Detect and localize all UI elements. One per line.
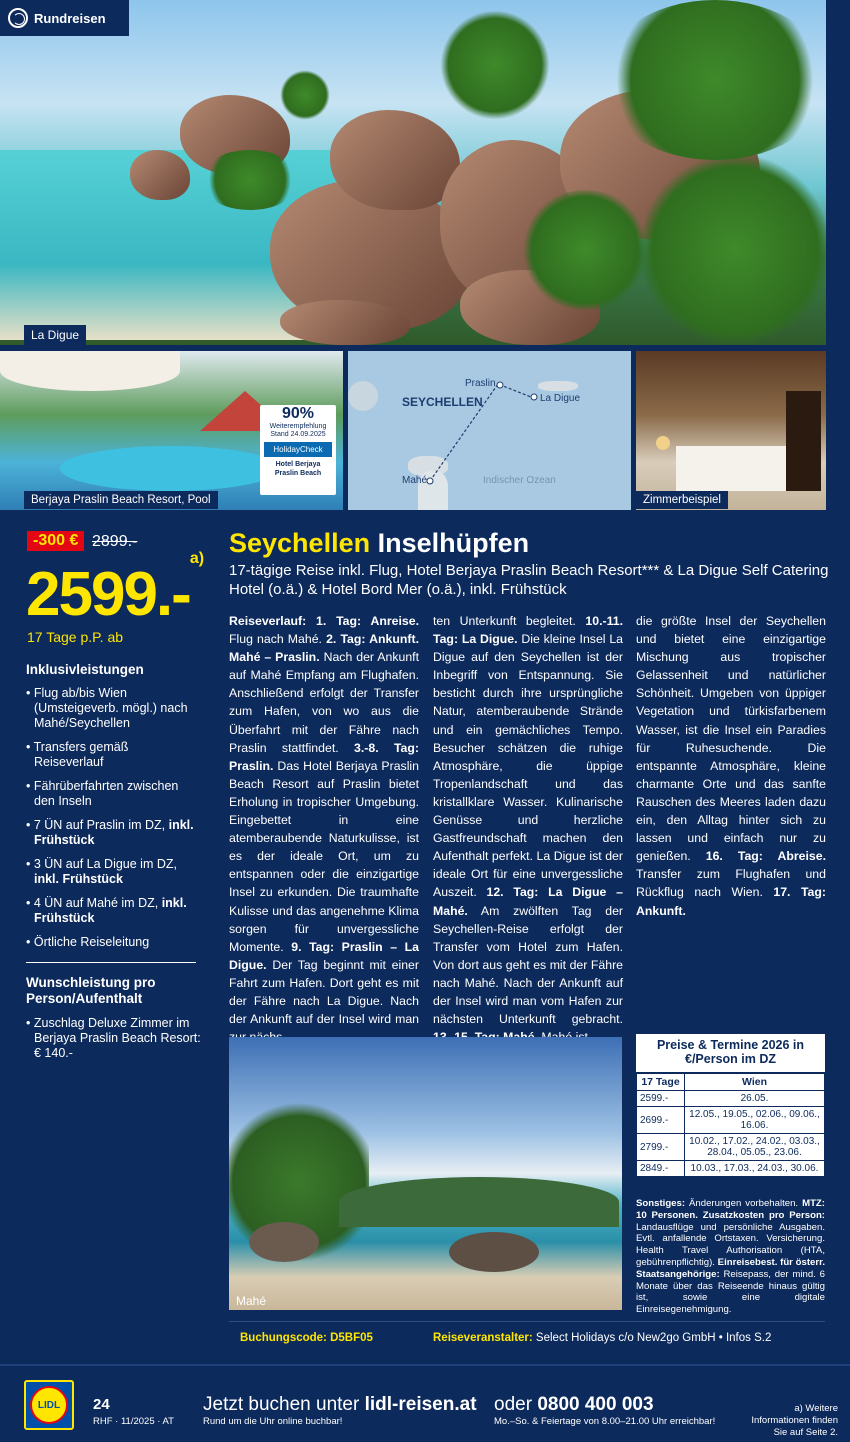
holidaycheck-logo: HolidayCheck — [264, 442, 332, 457]
room-photo-label: Zimmerbeispiel — [636, 491, 728, 509]
table-row: 2799.- 10.02., 17.02., 24.02., 03.03., 28.04., 05.05., 23.06. — [637, 1134, 825, 1161]
table-row: 2849.- 10.03., 17.03., 24.03., 30.06. — [637, 1161, 825, 1177]
inclusive-item: • Flug ab/bis Wien (Umsteigeverb. mögl.) nach Mahé/Seychellen — [26, 686, 201, 731]
itinerary-column-3: die größte Insel der Seychellen und bietet eine einzigartige Mischung aus tropischer Gelassenheit und natürlicher Schönheit. Umgeben von üppiger Vegetation und türkisfarbenem Wasser, ist die Insel ein Paradies für Ruhesuchende. Die entspannte Atmosphäre, kleine charmante Orte und das sanfte Rauschen des Meeres laden dazu ein, den Alltag hinter sich zu lassen und einfach nur zu genießen. 16. Tag: Abreise. Transfer zum Flughafen und Rückflug nach Wien. 17. Tag: Ankunft. — [636, 614, 826, 918]
inclusive-item: • 7 ÜN auf Praslin im DZ, inkl. Frühstück — [26, 818, 201, 848]
table-row: 2699.- 12.05., 19.05., 02.06., 09.06., 16.06. — [637, 1107, 825, 1134]
lidl-logo: LIDL — [24, 1380, 74, 1430]
pool-photo-label: Berjaya Praslin Beach Resort, Pool — [24, 491, 218, 509]
itinerary-column-2: ten Unterkunft begleitet. 10.-11. Tag: La Digue. Die kleine Insel La Digue auf den Seychellen ist der Inbegriff von Entspannung. Sie besticht durch ihre ursprüngliche Natur, atemberaubende Strände und ein gemächliches Tempo. Besucher schätzen die ruhige Atmosphäre, die üppige Tropenlandschaft und das kristallklare Wasser. Kulinarische Genüsse und herzliche Gastfreundschaft machen den Aufenthalt perfekt. La Digue ist der ideale Ort für eine unvergessliche Auszeit. 12. Tag: La Digue – Mahé. Am zwölften Tag der Seychellen-Reise erfolgt der Transfer vom Hotel zum Hafen. Von dort aus geht es mit der Fähre nach Mahé. Nach der Ankunft auf der Insel wird man vom Hafen zur nächsten Unterkunft gebracht. — [433, 614, 623, 1027]
mahe-photo — [229, 1037, 622, 1310]
price-footnote-mark: a) — [189, 550, 205, 568]
wish-heading: Wunschleistung pro Person/Aufenthalt — [26, 975, 156, 1006]
price-table-col-days: 17 Tage — [637, 1074, 685, 1091]
category-label: Rundreisen — [34, 10, 106, 26]
wish-list — [26, 1016, 201, 1070]
inclusive-item: • Transfers gemäß Reiseverlauf — [26, 740, 201, 770]
table-row: 2599.- 26.05. — [637, 1091, 825, 1107]
holidaycheck-percent: 90% — [281, 405, 315, 422]
hero-photo-la-digue — [0, 0, 826, 345]
book-online-line: Jetzt buchen unter lidl-reisen.at — [203, 1394, 477, 1415]
holidaycheck-text: Weiterempfehlung — [269, 423, 327, 430]
map-label-mahe: Mahé — [402, 475, 428, 486]
inclusive-item: • Fährüberfahrten zwischen den Inseln — [26, 779, 201, 809]
route-line — [348, 351, 631, 510]
phone-sub: Mo.–So. & Feiertage von 8.00–21.00 Uhr erreichbar! — [494, 1416, 716, 1427]
map-country-label: SEYCHELLEN — [402, 395, 483, 409]
booking-bar — [229, 1321, 825, 1354]
phone-line: oder 0800 400 003 — [494, 1394, 654, 1415]
inclusive-list — [26, 686, 201, 959]
price-table-heading: Preise & Termine 2026 in €/Person im DZ — [636, 1034, 825, 1073]
holidaycheck-badge — [260, 405, 336, 495]
inclusive-item: • Örtliche Reiseleitung — [26, 935, 201, 950]
page-number: 24 — [93, 1396, 110, 1413]
inclusive-item: • 3 ÜN auf La Digue im DZ, inkl. Frühstück — [26, 857, 201, 887]
holidaycheck-stand: Stand 24.09.2025 — [270, 431, 326, 438]
page-subtitle: 17-tägige Reise inkl. Flug, Hotel Berjaya Praslin Beach Resort*** & La Digue Self Catering Hotel (o.ä.) & Hotel Bord Mer (o.ä.), inkl. Frühstück — [229, 562, 829, 598]
old-price: 2899.- — [92, 533, 138, 550]
map-label-la-digue: La Digue — [540, 393, 581, 404]
price-table-col-departure: Wien — [685, 1074, 825, 1091]
booking-code: Buchungscode: D5BF05 — [240, 1332, 373, 1344]
discount-badge: -300 € — [27, 531, 84, 551]
mahe-photo-label: Mahé — [236, 1294, 267, 1308]
category-tag — [0, 0, 129, 36]
current-price-value: 2599.- — [26, 560, 190, 629]
page-title: Seychellen Inselhüpfen — [229, 528, 530, 558]
booking-url[interactable]: lidl-reisen.at — [364, 1394, 477, 1415]
map-label-praslin: Praslin — [465, 378, 496, 389]
room-photo — [636, 351, 826, 510]
current-price — [26, 550, 205, 630]
map-label-ocean: Indischer Ozean — [483, 475, 556, 486]
organizer: Reiseveranstalter: Select Holidays c/o New2go GmbH • Infos S.2 — [433, 1332, 772, 1344]
divider — [26, 962, 196, 963]
hero-photo-label: La Digue — [24, 325, 86, 345]
phone-number[interactable]: 0800 400 003 — [537, 1394, 654, 1415]
globe-icon — [8, 8, 28, 28]
inclusive-heading: Inklusivleistungen — [26, 662, 144, 677]
pool-photo — [0, 351, 343, 510]
price-per-label: 17 Tage p.P. ab — [27, 629, 124, 645]
footnote: a) Weitere Informationen finden Sie auf Seite 2. — [751, 1403, 838, 1438]
edition: RHF · 11/2025 · AT — [93, 1416, 174, 1427]
inclusive-item: • 4 ÜN auf Mahé im DZ, inkl. Frühstück — [26, 896, 201, 926]
travel-notes: Sonstiges: Änderungen vorbehalten. MTZ: 10 Personen. Zusatzkosten pro Person: Landausflüge und persönliche Ausgaben. Evtl. anfallende Ortstaxen. Versicherung. Health Travel Authorisation (HTA, gebührenpflichtig). Einreisebest. für österr. Staatsangehörige: Reisepass, der mind. 6 Monate über das Reiseende hinaus gültig ist, sowie eine digitale Einreisegenehmigung. — [636, 1198, 825, 1316]
holidaycheck-hotel: Hotel Berjaya Praslin Beach — [274, 461, 322, 477]
wish-item: • Zuschlag Deluxe Zimmer im Berjaya Praslin Beach Resort: € 140.- — [26, 1016, 201, 1061]
itinerary-column-1: Reiseverlauf: 1. Tag: Anreise. Flug nach Mahé. 2. Tag: Ankunft. Mahé – Praslin. Nach der Ankunft auf Mahé Empfang am Flughafen. Anschließend erfolgt der Transfer zum Hafen, von wo aus die Überfahrt mit der Fähre nach Praslin stattfindet. 3.-8. Tag: Praslin. Das Hotel Berjaya Praslin Beach Resort auf Praslin bietet Erholung in tropischer Umgebung. Eingebettet in eine atemberaubende Naturkulisse, ist es der ideale Ort, um zu entspannen oder die einzigartige Insel zu erkunden. Die traumhafte Kulisse und das angenehme Klima sorgen für unvergessliche Momente. 9. Tag: Praslin – La Digue. Der Tag beginnt mit einer Fahrt zum Hafen. Dort geht es mit der Fähre nach La Digue. Nach der Ankunft auf der Insel wird man — [229, 614, 420, 1027]
price-table — [636, 1034, 825, 1177]
route-map — [348, 351, 631, 510]
book-online-sub: Rund um die Uhr online buchbar! — [203, 1416, 343, 1427]
